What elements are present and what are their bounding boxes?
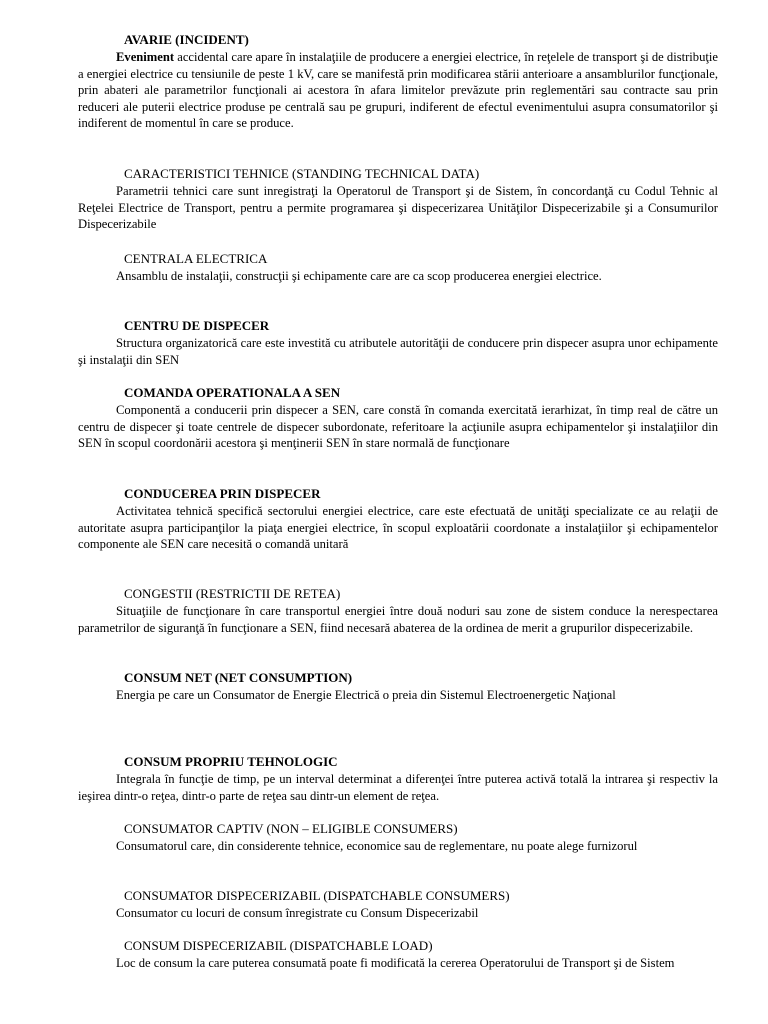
term-title: CENTRALA ELECTRICA [124, 251, 268, 266]
entry-centru-de-dispecer [78, 318, 718, 368]
term-title: AVARIE (INCIDENT) [124, 32, 249, 47]
term-definition: Consumator cu locuri de consum înregistrate cu Consum Dispecerizabil [116, 906, 479, 920]
term-definition-text: accidental care apare în instalaţiile de producere a energiei electrice, în reţelele de transport şi de distribuţie a energiei electrice cu tensiunile de peste 1 kV, care se manifestă prin modificarea stării anterioare a ansamblurilor funcţionale, prin abateri ale parametrilor funcţionali ai acestora în afara limitelor prevăzute prin reglementări sau contracte sau prin reduceri ale puterii electrice produse pe centrală sau pe grupuri, indiferent de efectul evenimentului asupra consumatorilor şi indiferent de momentul în care se produce. [78, 50, 718, 131]
term-title: CENTRU DE DISPECER [124, 318, 270, 333]
entry-conducerea-prin-dispecer [78, 486, 718, 553]
term-definition: Consumatorul care, din considerente tehnice, economice sau de reglementare, nu poate alege furnizorul [116, 839, 638, 853]
term-definition: Situaţiile de funcţionare în care transportul energiei între două noduri sau zone de sistem conduce la nerespectarea parametrilor de siguranţă în funcţionare a SEN, fiind necesară abaterea de la ordinea de merit a grupurilor dispecerizabile. [78, 604, 718, 635]
term-title: CARACTERISTICI TEHNICE (STANDING TECHNICAL DATA) [124, 166, 480, 181]
term-title: CONSUM DISPECERIZABIL (DISPATCHABLE LOAD) [124, 938, 433, 953]
term-title: COMANDA OPERATIONALA A SEN [124, 385, 341, 400]
term-title: CONDUCEREA PRIN DISPECER [124, 486, 321, 501]
term-definition: Structura organizatorică care este investită cu atributele autorităţii de conducere prin dispecer asupra unor echipamente şi instalaţii din SEN [78, 336, 718, 367]
entry-consumator-dispecerizabil [78, 888, 718, 922]
entry-caracteristici-tehnice [78, 166, 718, 233]
term-lead-word: Eveniment [116, 50, 175, 64]
term-title: CONSUM NET (NET CONSUMPTION) [124, 670, 353, 685]
term-definition: Ansamblu de instalaţii, construcţii şi echipamente care are ca scop producerea energiei electrice. [116, 269, 602, 283]
term-definition: Parametrii tehnici care sunt inregistraţi la Operatorul de Transport şi de Sistem, în concordanţă cu Codul Tehnic al Reţelei Electrice de Transport, pentru a permite programarea şi dispecerizarea Unităţilor Dispecerizabile şi a Consumurilor Dispecerizabile [78, 184, 718, 232]
term-definition: Activitatea tehnică specifică sectorului energiei electrice, care este efectuată de unităţi specializate ce au relaţii de autoritate asupra participanţilor la piaţa energiei electrice, în scopul exploatării coordonate a instalaţiilor şi echipamentelor componente ale SEN care necesită o comandă unitară [78, 504, 718, 552]
entry-congestii [78, 586, 718, 636]
term-title: CONSUMATOR CAPTIV (NON – ELIGIBLE CONSUMERS) [124, 821, 458, 836]
entry-avarie [78, 32, 718, 132]
entry-centrala-electrica [78, 251, 718, 285]
entry-consum-net [78, 670, 718, 704]
term-definition: Integrala în funcţie de timp, pe un interval determinat a diferenţei între puterea activă totală la intrarea şi respectiv la ieşirea dintr-o reţea, dintr-o parte de reţea sau dintr-un element de reţea. [78, 772, 718, 803]
entry-consumator-captiv [78, 821, 718, 855]
term-title: CONSUM PROPRIU TEHNOLOGIC [124, 754, 338, 769]
term-title: CONGESTII (RESTRICTII DE RETEA) [124, 586, 341, 601]
entry-comanda-operationala [78, 385, 718, 452]
entry-consum-propriu-tehnologic [78, 754, 718, 804]
term-definition: Energia pe care un Consumator de Energie Electrică o preia din Sistemul Electroenergetic Naţional [116, 688, 616, 702]
term-title: CONSUMATOR DISPECERIZABIL (DISPATCHABLE CONSUMERS) [124, 888, 510, 903]
entry-consum-dispecerizabil [78, 938, 718, 972]
term-definition: Componentă a conducerii prin dispecer a SEN, care constă în comanda exercitată ierarhizat, în timp real de către un centru de dispecer şi toate centrele de dispecer subordonate, referitoare la acţiunile asupra echipamentelor şi instalaţiilor din SEN în scopul coordonării acestora şi menţinerii SEN în stare normală de funcţionare [78, 403, 718, 451]
term-definition [78, 49, 718, 132]
term-definition: Loc de consum la care puterea consumată poate fi modificată la cererea Operatorului de Transport şi de Sistem [116, 956, 675, 970]
